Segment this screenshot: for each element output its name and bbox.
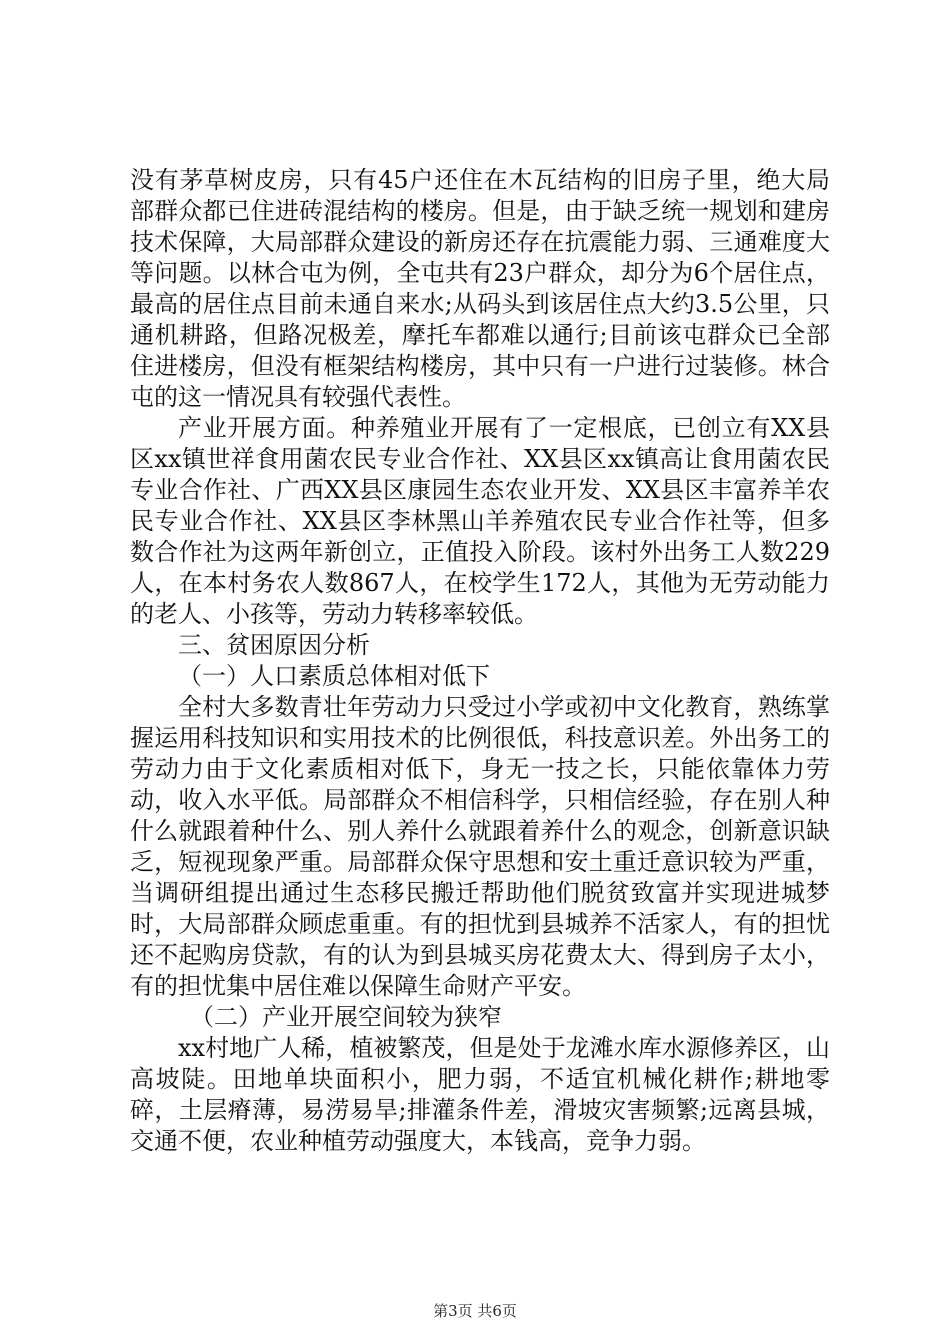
page-number-label: 第3页 共6页 xyxy=(433,1302,517,1320)
document-body xyxy=(130,165,830,1157)
subheading-industry-space: （二）产业开展空间较为狭窄 xyxy=(190,1003,502,1031)
paragraph-housing-continued: 没有茅草树皮房，只有45户还住在木瓦结构的旧房子里，绝大局部群众都已住进砖混结构的楼房。但是，由于缺乏统一规划和建房技术保障，大局部群众建设的新房还存在抗震能力弱、三通难度大等问题。以林合屯为例，全屯共有23户群众，却分为6个居住点，最高的居住点目前未通自来水;从码头到该居住点大约3.5公里，只通机耕路，但路况极差，摩托车都难以通行;目前该屯群众已全部住进楼房，但没有框架结构楼房，其中只有一户进行过装修。林合屯的这一情况具有较强代表性。 xyxy=(130,166,830,411)
paragraph-industry-development: 产业开展方面。种养殖业开展有了一定根底，已创立有XX县区xx镇世祥食用菌农民专业合作社、XX县区xx镇高让食用菌农民专业合作社、广西XX县区康园生态农业开发、XX县区丰富养羊农民专业合作社、XX县区李林黑山羊养殖农民专业合作社等，但多数合作社为这两年新创立，正值投入阶段。该村外出务工人数229人，在本村务农人数867人，在校学生172人，其他为无劳动能力的老人、小孩等，劳动力转移率较低。 xyxy=(130,414,830,628)
paragraph-population-quality: 全村大多数青壮年劳动力只受过小学或初中文化教育，熟练掌握运用科技知识和实用技术的比例很低，科技意识差。外出务工的劳动力由于文化素质相对低下，身无一技之长，只能依靠体力劳动，收入水平低。局部群众不相信科学，只相信经验，存在别人种什么就跟着种什么、别人养什么就跟着养什么的观念，创新意识缺乏，短视现象严重。局部群众保守思想和安土重迁意识较为严重，当调研组提出通过生态移民搬迁帮助他们脱贫致富并实现进城梦时，大局部群众顾虑重重。有的担忧到县城养不活家人，有的担忧还不起购房贷款，有的认为到县城买房花费太大、得到房子太小，有的担忧集中居住难以保障生命财产平安。 xyxy=(130,693,830,1000)
page-footer xyxy=(0,1300,950,1321)
paragraph-industry-space: xx村地广人稀，植被繁茂，但是处于龙滩水库水源修养区，山高坡陡。田地单块面积小，肥力弱，不适宜机械化耕作;耕地零碎，土层瘠薄，易涝易旱;排灌条件差，滑坡灾害频繁;远离县城，交通不便，农业种植劳动强度大，本钱高，竞争力弱。 xyxy=(130,1034,830,1155)
section-heading-poverty-causes: 三、贫困原因分析 xyxy=(178,631,370,659)
subheading-population-quality: （一）人口素质总体相对低下 xyxy=(178,662,490,690)
